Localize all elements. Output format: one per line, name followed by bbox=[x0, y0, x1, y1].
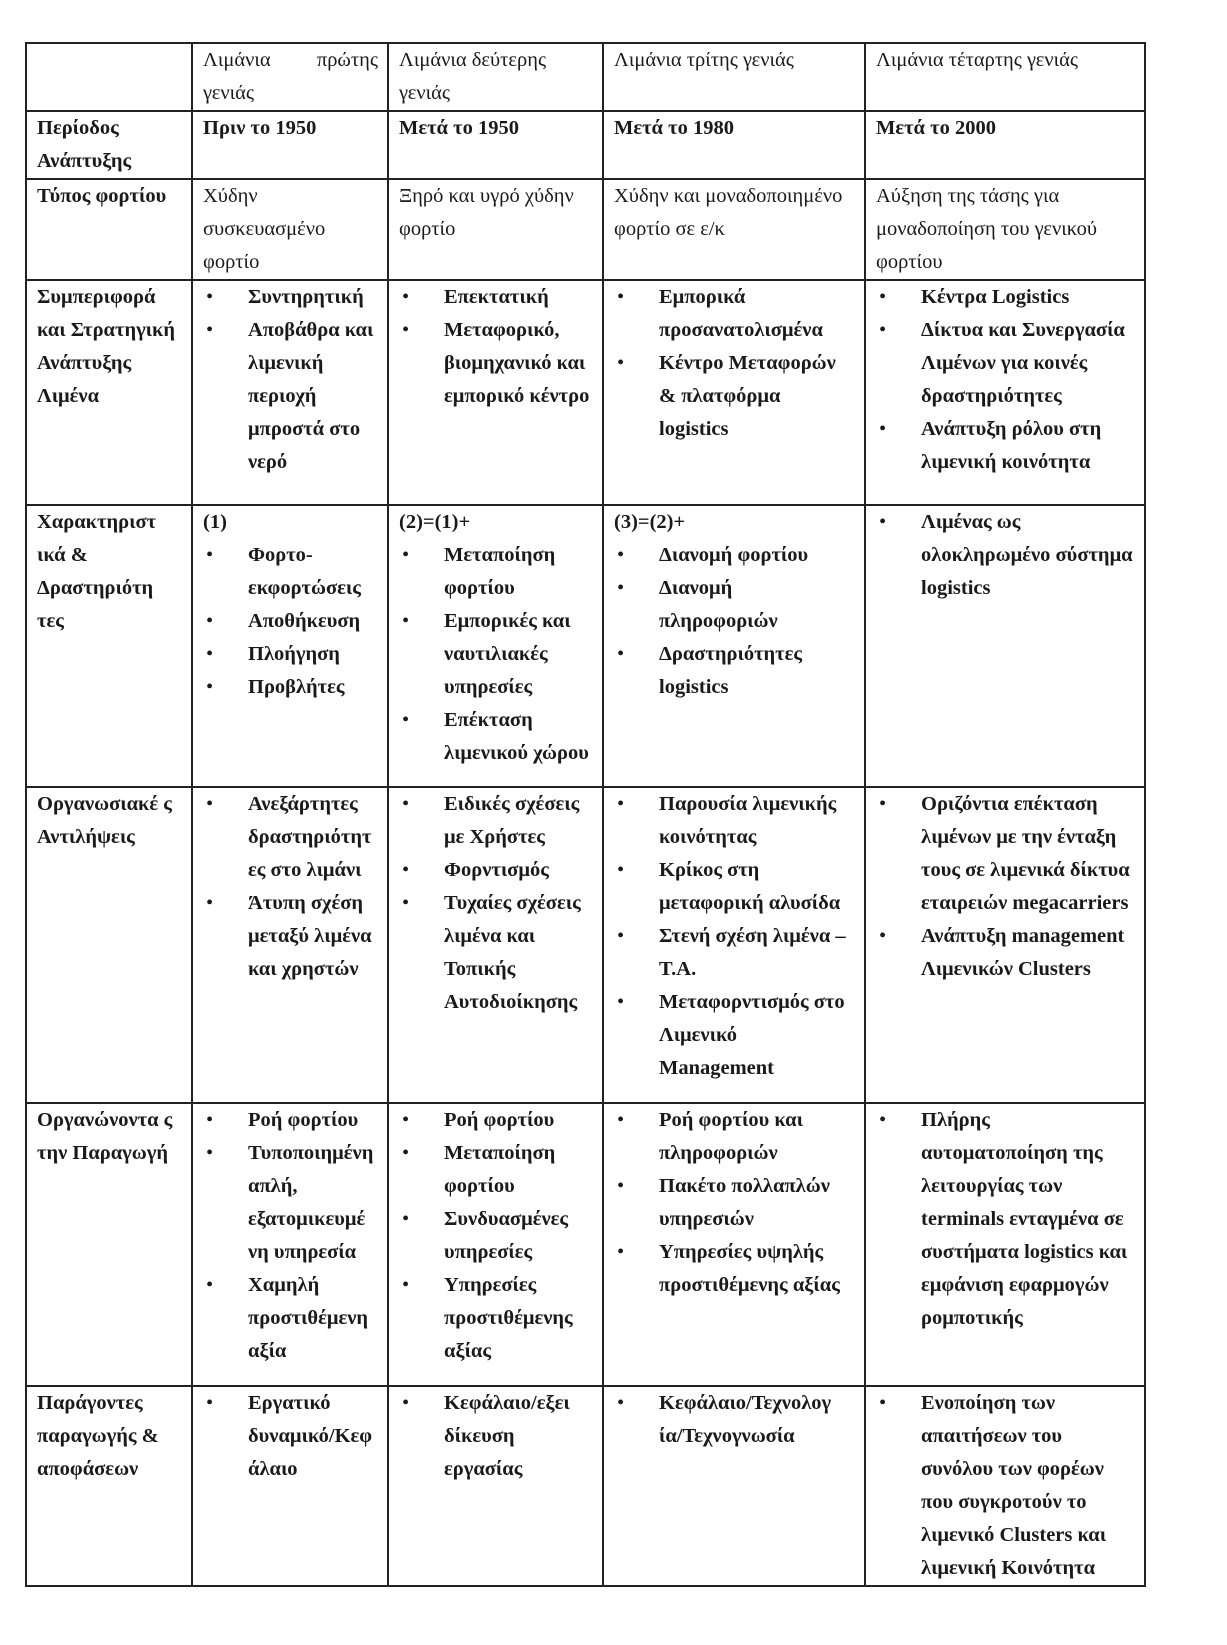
bullet-icon: • bbox=[402, 859, 410, 881]
header-cell-gen1: Λιμάνια πρώτης γενιάς bbox=[192, 43, 388, 111]
bullet-icon: • bbox=[617, 286, 625, 308]
bullet-list bbox=[399, 788, 593, 1019]
bullet-icon: • bbox=[402, 709, 410, 731]
list-item bbox=[399, 887, 593, 1019]
header-cell-gen3: Λιμάνια τρίτης γενιάς bbox=[603, 43, 865, 111]
bullet-icon: • bbox=[206, 643, 214, 665]
cell-text: Χύδην και μοναδοποιημένο φορτίο σε ε/κ bbox=[614, 185, 843, 240]
bullet-icon: • bbox=[617, 643, 625, 665]
list-item bbox=[614, 920, 855, 986]
list-item bbox=[876, 314, 1135, 413]
list-item bbox=[399, 281, 593, 314]
list-item bbox=[399, 1104, 593, 1137]
bullet-list bbox=[876, 281, 1135, 479]
bullet-icon: • bbox=[402, 892, 410, 914]
list-item-text: Λιμένας ως ολοκληρωμένο σύστημα logistics bbox=[921, 511, 1133, 599]
bullet-icon: • bbox=[206, 1392, 214, 1414]
bullet-icon: • bbox=[617, 991, 625, 1013]
bullet-list bbox=[614, 1387, 855, 1453]
table-cell bbox=[192, 787, 388, 1103]
cell-text: Πριν το 1950 bbox=[203, 117, 317, 139]
bullet-icon: • bbox=[402, 1208, 410, 1230]
bullet-icon: • bbox=[206, 793, 214, 815]
table-cell bbox=[388, 280, 603, 505]
list-item-text: Κρίκος στη μεταφορική αλυσίδα bbox=[659, 859, 841, 914]
table-cell bbox=[603, 1103, 865, 1386]
table-cell bbox=[603, 111, 865, 179]
list-item bbox=[399, 1137, 593, 1203]
generations-table bbox=[25, 42, 1146, 1587]
bullet-icon: • bbox=[206, 1142, 214, 1164]
list-item bbox=[614, 281, 855, 347]
list-item bbox=[876, 413, 1135, 479]
table-cell bbox=[388, 505, 603, 787]
bullet-list bbox=[614, 788, 855, 1085]
list-item-text: Προβλήτες bbox=[248, 676, 345, 698]
list-item-text: Πλοήγηση bbox=[248, 643, 340, 665]
table-cell bbox=[603, 505, 865, 787]
bullet-list bbox=[399, 539, 593, 770]
bullet-icon: • bbox=[879, 286, 887, 308]
cell-text: Χύδην συσκευασμένο φορτίο bbox=[203, 185, 326, 273]
list-item bbox=[399, 1269, 593, 1368]
table-row bbox=[26, 787, 1145, 1103]
list-item bbox=[203, 539, 378, 605]
list-item-text: Υπηρεσίες υψηλής προστιθέμενης αξίας bbox=[659, 1241, 840, 1296]
list-item-text: Αποβάθρα και λιμενική περιοχή μπροστά στο νερό bbox=[248, 319, 374, 473]
list-item bbox=[876, 1104, 1135, 1335]
list-item-text: Πακέτο πολλαπλών υπηρεσιών bbox=[659, 1175, 830, 1230]
bullet-icon: • bbox=[879, 793, 887, 815]
table-cell bbox=[192, 179, 388, 280]
table-cell bbox=[192, 1386, 388, 1586]
row-label: Περίοδος Ανάπτυξης bbox=[26, 111, 192, 179]
bullet-list bbox=[876, 1387, 1135, 1585]
list-item bbox=[203, 1387, 378, 1486]
table-cell bbox=[603, 179, 865, 280]
bullet-icon: • bbox=[402, 1109, 410, 1131]
bullet-icon: • bbox=[617, 793, 625, 815]
list-item-text: Επέκταση λιμενικού χώρου bbox=[444, 709, 589, 764]
list-item-text: Κεφάλαιο/εξει δίκευση εργασίας bbox=[444, 1392, 570, 1480]
list-item-text: Διανομή πληροφοριών bbox=[659, 577, 778, 632]
list-item-text: Συντηρητική bbox=[248, 286, 364, 308]
list-item bbox=[399, 605, 593, 704]
table-cell bbox=[192, 111, 388, 179]
bullet-icon: • bbox=[617, 1109, 625, 1131]
list-item-text: Κέντρο Μεταφορών & πλατφόρμα logistics bbox=[659, 352, 836, 440]
table-row bbox=[26, 111, 1145, 179]
table-cell bbox=[865, 1386, 1145, 1586]
row-label: Τύπος φορτίου bbox=[26, 179, 192, 280]
table-cell bbox=[603, 787, 865, 1103]
table-cell bbox=[603, 1386, 865, 1586]
bullet-list bbox=[614, 539, 855, 704]
list-item bbox=[614, 638, 855, 704]
list-item bbox=[399, 1387, 593, 1486]
bullet-list bbox=[876, 506, 1135, 605]
cell-text: Ξηρό και υγρό χύδην φορτίο bbox=[399, 185, 574, 240]
bullet-icon: • bbox=[617, 1241, 625, 1263]
cell-text: Μετά το 1980 bbox=[614, 117, 734, 139]
list-item bbox=[399, 854, 593, 887]
table-cell bbox=[865, 505, 1145, 787]
cell-text: Αύξηση της τάσης για μοναδοποίηση του γενικού φορτίου bbox=[876, 185, 1098, 273]
bullet-list bbox=[203, 539, 378, 704]
bullet-icon: • bbox=[402, 1142, 410, 1164]
list-item bbox=[614, 1170, 855, 1236]
bullet-list bbox=[876, 788, 1135, 986]
list-item bbox=[614, 1387, 855, 1453]
bullet-list bbox=[399, 1104, 593, 1368]
table-row bbox=[26, 505, 1145, 787]
bullet-icon: • bbox=[402, 544, 410, 566]
list-item-text: Ροή φορτίου bbox=[248, 1109, 359, 1131]
header-row bbox=[26, 43, 1145, 111]
table-cell bbox=[388, 1386, 603, 1586]
list-item bbox=[399, 314, 593, 413]
bullet-icon: • bbox=[879, 319, 887, 341]
list-item-text: Ανάπτυξη management Λιμενικών Clusters bbox=[921, 925, 1125, 980]
list-item-text: Εμπορικά προσανατολισμένα bbox=[659, 286, 823, 341]
bullet-list bbox=[876, 1104, 1135, 1335]
table-cell bbox=[865, 787, 1145, 1103]
list-item-text: Ενοποίηση των απαιτήσεων του συνόλου των φορέων που συγκροτούν το λιμενικό Clusters και λιμενική Κοινότητα bbox=[921, 1392, 1107, 1579]
list-item-text: Κέντρα Logistics bbox=[921, 286, 1070, 308]
list-item bbox=[399, 788, 593, 854]
list-item-text: Κεφάλαιο/Τεχνολογ ία/Τεχνογνωσία bbox=[659, 1392, 832, 1447]
row-label: Παράγοντες παραγωγής & αποφάσεων bbox=[26, 1386, 192, 1586]
bullet-list bbox=[399, 1387, 593, 1486]
bullet-icon: • bbox=[617, 859, 625, 881]
list-item-text: Φορτο-εκφορτώσεις bbox=[248, 544, 361, 599]
table-body bbox=[26, 43, 1145, 1586]
list-item bbox=[203, 887, 378, 986]
list-item-text: Χαμηλή προστιθέμενη αξία bbox=[248, 1274, 369, 1362]
list-item bbox=[876, 281, 1135, 314]
table-cell bbox=[192, 280, 388, 505]
list-item-text: Υπηρεσίες προστιθέμενης αξίας bbox=[444, 1274, 573, 1362]
list-item bbox=[614, 788, 855, 854]
list-item-text: Συνδυασμένες υπηρεσίες bbox=[444, 1208, 569, 1263]
list-item-text: Αποθήκευση bbox=[248, 610, 361, 632]
list-item bbox=[614, 986, 855, 1085]
bullet-icon: • bbox=[206, 544, 214, 566]
cell-text: Μετά το 2000 bbox=[876, 117, 996, 139]
bullet-icon: • bbox=[402, 286, 410, 308]
bullet-icon: • bbox=[206, 610, 214, 632]
table-row bbox=[26, 179, 1145, 280]
bullet-icon: • bbox=[617, 1175, 625, 1197]
list-item-text: Εργατικό δυναμικό/Κεφ άλαιο bbox=[248, 1392, 373, 1480]
list-item-text: Οριζόντια επέκταση λιμένων με την ένταξη τους σε λιμενικά δίκτυα εταιρειών megacarriers bbox=[921, 793, 1130, 914]
list-item-text: Δραστηριότητες logistics bbox=[659, 643, 803, 698]
bullet-icon: • bbox=[206, 319, 214, 341]
bullet-icon: • bbox=[617, 352, 625, 374]
list-item bbox=[203, 605, 378, 638]
table-cell bbox=[388, 787, 603, 1103]
list-item-text: Φορντισμός bbox=[444, 859, 549, 881]
list-item bbox=[614, 1236, 855, 1302]
list-item bbox=[203, 1104, 378, 1137]
list-item-text: Μεταποίηση φορτίου bbox=[444, 1142, 556, 1197]
list-item bbox=[203, 1269, 378, 1368]
list-item bbox=[614, 1104, 855, 1170]
row-label: Συμπεριφορά και Στρατηγική Ανάπτυξης Λιμένα bbox=[26, 280, 192, 505]
row-label: Οργανωσιακέ ς Αντιλήψεις bbox=[26, 787, 192, 1103]
list-item-text: Στενή σχέση λιμένα – Τ.Α. bbox=[659, 925, 846, 980]
header-cell-gen2: Λιμάνια δεύτερης γενιάς bbox=[388, 43, 603, 111]
bullet-icon: • bbox=[402, 1274, 410, 1296]
list-item bbox=[614, 347, 855, 446]
table-cell bbox=[865, 280, 1145, 505]
bullet-icon: • bbox=[206, 1274, 214, 1296]
bullet-icon: • bbox=[879, 1109, 887, 1131]
bullet-list bbox=[203, 281, 378, 479]
list-item-text: Μεταφορντισμός στο Λιμενικό Management bbox=[659, 991, 845, 1079]
list-item bbox=[876, 1387, 1135, 1585]
list-item-text: Δίκτυα και Συνεργασία Λιμένων για κοινές δραστηριότητες bbox=[921, 319, 1125, 407]
bullet-icon: • bbox=[617, 1392, 625, 1414]
list-item-text: Πλήρης αυτοματοποίηση της λειτουργίας των terminals ενταγμένα σε συστήματα logistics και εμφάνιση εφαρμογών ρομποτικής bbox=[921, 1109, 1128, 1329]
table-cell bbox=[865, 1103, 1145, 1386]
list-item-text: Διανομή φορτίου bbox=[659, 544, 809, 566]
list-item bbox=[399, 704, 593, 770]
list-item-text: Άτυπη σχέση μεταξύ λιμένα και χρηστών bbox=[248, 892, 372, 980]
bullet-icon: • bbox=[617, 577, 625, 599]
table-cell bbox=[865, 111, 1145, 179]
bullet-list bbox=[203, 1387, 378, 1486]
list-item bbox=[399, 539, 593, 605]
list-item bbox=[203, 281, 378, 314]
table-cell bbox=[603, 280, 865, 505]
header-cell-empty bbox=[26, 43, 192, 111]
table-cell bbox=[388, 179, 603, 280]
bullet-icon: • bbox=[206, 892, 214, 914]
list-item-text: Ανάπτυξη ρόλου στη λιμενική κοινότητα bbox=[921, 418, 1102, 473]
cell-prefix: (2)=(1)+ bbox=[399, 511, 471, 533]
bullet-list bbox=[203, 1104, 378, 1368]
cell-prefix: (1) bbox=[203, 511, 227, 533]
list-item-text: Ειδικές σχέσεις με Χρήστες bbox=[444, 793, 580, 848]
table-row bbox=[26, 1386, 1145, 1586]
list-item bbox=[876, 506, 1135, 605]
bullet-icon: • bbox=[879, 511, 887, 533]
bullet-icon: • bbox=[402, 610, 410, 632]
cell-prefix: (3)=(2)+ bbox=[614, 511, 686, 533]
list-item-text: Τυχαίες σχέσεις λιμένα και Τοπικής Αυτοδιοίκησης bbox=[444, 892, 581, 1013]
bullet-icon: • bbox=[402, 1392, 410, 1414]
list-item bbox=[399, 1203, 593, 1269]
bullet-list bbox=[614, 281, 855, 446]
bullet-icon: • bbox=[879, 418, 887, 440]
table-cell bbox=[388, 111, 603, 179]
table-cell bbox=[388, 1103, 603, 1386]
list-item bbox=[203, 314, 378, 479]
list-item bbox=[203, 671, 378, 704]
bullet-icon: • bbox=[206, 286, 214, 308]
row-label: Οργανώνοντα ς την Παραγωγή bbox=[26, 1103, 192, 1386]
bullet-list bbox=[203, 788, 378, 986]
bullet-icon: • bbox=[879, 925, 887, 947]
table-row bbox=[26, 280, 1145, 505]
bullet-list bbox=[399, 281, 593, 413]
list-item-text: Ροή φορτίου bbox=[444, 1109, 555, 1131]
bullet-icon: • bbox=[402, 793, 410, 815]
table-cell bbox=[865, 179, 1145, 280]
list-item-text: Εμπορικές και ναυτιλιακές υπηρεσίες bbox=[444, 610, 571, 698]
bullet-icon: • bbox=[617, 544, 625, 566]
list-item bbox=[614, 572, 855, 638]
list-item-text: Μεταποίηση φορτίου bbox=[444, 544, 556, 599]
list-item bbox=[203, 638, 378, 671]
list-item-text: Τυποποιημένη απλή, εξατομικευμέ νη υπηρεσία bbox=[248, 1142, 374, 1263]
list-item-text: Ανεξάρτητες δραστηριότητ ες στο λιμάνι bbox=[248, 793, 372, 881]
list-item-text: Ροή φορτίου και πληροφοριών bbox=[659, 1109, 803, 1164]
bullet-icon: • bbox=[206, 676, 214, 698]
table-cell bbox=[192, 1103, 388, 1386]
cell-text: Μετά το 1950 bbox=[399, 117, 519, 139]
bullet-icon: • bbox=[879, 1392, 887, 1414]
bullet-list bbox=[614, 1104, 855, 1302]
list-item bbox=[876, 920, 1135, 986]
list-item bbox=[203, 1137, 378, 1269]
table-row bbox=[26, 1103, 1145, 1386]
list-item-text: Επεκτατική bbox=[444, 286, 549, 308]
list-item bbox=[203, 788, 378, 887]
list-item-text: Μεταφορικό, βιομηχανικό και εμπορικό κέντρο bbox=[444, 319, 590, 407]
header-cell-gen4: Λιμάνια τέταρτης γενιάς bbox=[865, 43, 1145, 111]
bullet-icon: • bbox=[402, 319, 410, 341]
bullet-icon: • bbox=[617, 925, 625, 947]
table-cell bbox=[192, 505, 388, 787]
list-item bbox=[876, 788, 1135, 920]
row-label: Χαρακτηριστ ικά & Δραστηριότη τες bbox=[26, 505, 192, 787]
list-item-text: Παρουσία λιμενικής κοινότητας bbox=[659, 793, 837, 848]
list-item bbox=[614, 854, 855, 920]
list-item bbox=[614, 539, 855, 572]
bullet-icon: • bbox=[206, 1109, 214, 1131]
